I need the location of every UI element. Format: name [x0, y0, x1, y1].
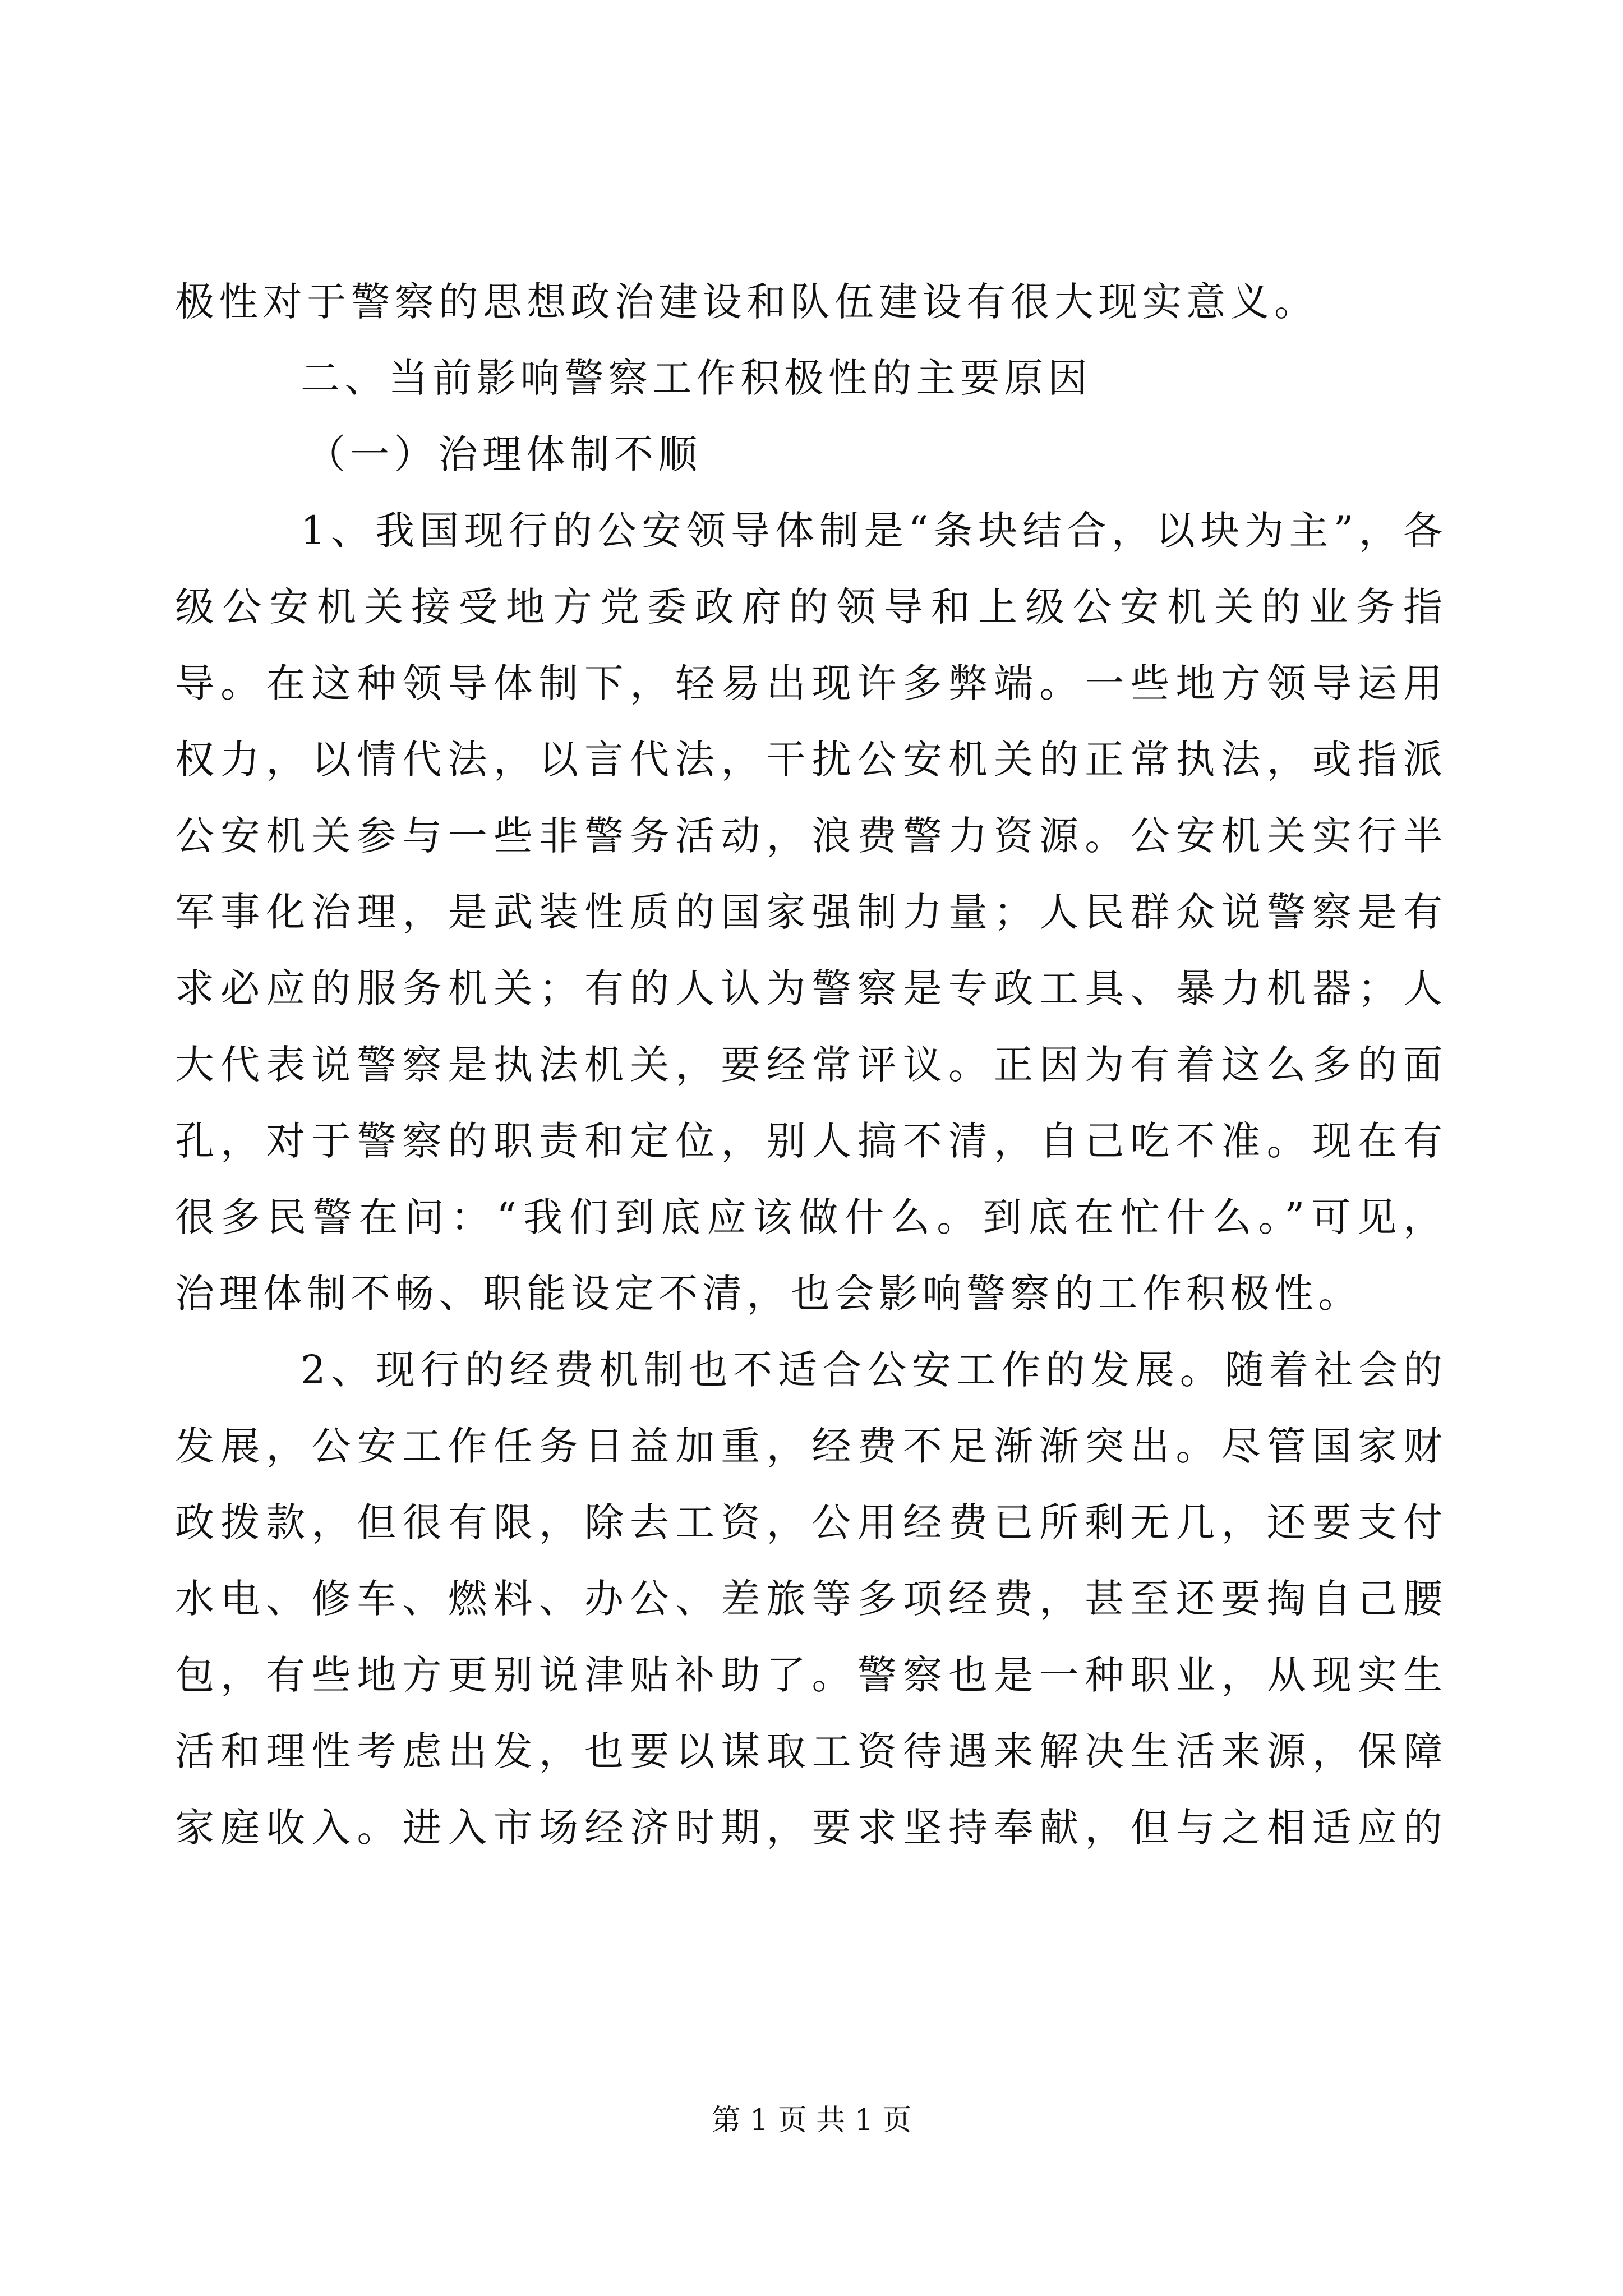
- paragraph-line: 军事化治理，是武装性质的国家强制力量；人民群众说警察是有: [175, 889, 1442, 935]
- paragraph-line: 级公安机关接受地方党委政府的领导和上级公安机关的业务指: [175, 584, 1442, 630]
- paragraph-line: 2、现行的经费机制也不适合公安工作的发展。随着社会的: [301, 1347, 1442, 1393]
- paragraph-line: 家庭收入。进入市场经济时期，要求坚持奉献，但与之相适应的: [175, 1805, 1442, 1851]
- paragraph-line: 权力，以情代法，以言代法，干扰公安机关的正常执法，或指派: [175, 737, 1442, 783]
- paragraph-line: 很多民警在问：“我们到底应该做什么。到底在忙什么。”可见，: [175, 1194, 1442, 1240]
- subsection-heading: （一）治理体制不顺: [306, 431, 702, 477]
- section-heading: 二、当前影响警察工作积极性的主要原因: [301, 355, 1092, 401]
- paragraph-line: 活和理性考虑出发，也要以谋取工资待遇来解决生活来源，保障: [175, 1728, 1442, 1774]
- paragraph-line: 包，有些地方更别说津贴补助了。警察也是一种职业，从现实生: [175, 1652, 1442, 1698]
- page-footer: 第 1 页 共 1 页: [711, 2104, 912, 2137]
- paragraph-line: 求必应的服务机关；有的人认为警察是专政工具、暴力机器；人: [175, 965, 1442, 1011]
- paragraph-line: 大代表说警察是执法机关，要经常评议。正因为有着这么多的面: [175, 1042, 1442, 1088]
- paragraph-line: 治理体制不畅、职能设定不清，也会影响警察的工作积极性。: [175, 1271, 1362, 1317]
- paragraph-line: 发展，公安工作任务日益加重，经费不足渐渐突出。尽管国家财: [175, 1423, 1442, 1469]
- paragraph-line: 极性对于警察的思想政治建设和队伍建设有很大现实意义。: [175, 279, 1318, 325]
- paragraph-line: 1、我国现行的公安领导体制是“条块结合，以块为主”，各: [301, 508, 1442, 554]
- paragraph-line: 公安机关参与一些非警务活动，浪费警力资源。公安机关实行半: [175, 813, 1442, 859]
- paragraph-line: 孔，对于警察的职责和定位，别人搞不清，自己吃不准。现在有: [175, 1118, 1442, 1164]
- paragraph-line: 水电、修车、燃料、办公、差旅等多项经费，甚至还要掏自己腰: [175, 1576, 1442, 1622]
- paragraph-line: 导。在这种领导体制下，轻易出现许多弊端。一些地方领导运用: [175, 660, 1442, 706]
- document-body: [175, 264, 1442, 1866]
- paragraph-line: 政拨款，但很有限，除去工资，公用经费已所剩无几，还要支付: [175, 1499, 1442, 1545]
